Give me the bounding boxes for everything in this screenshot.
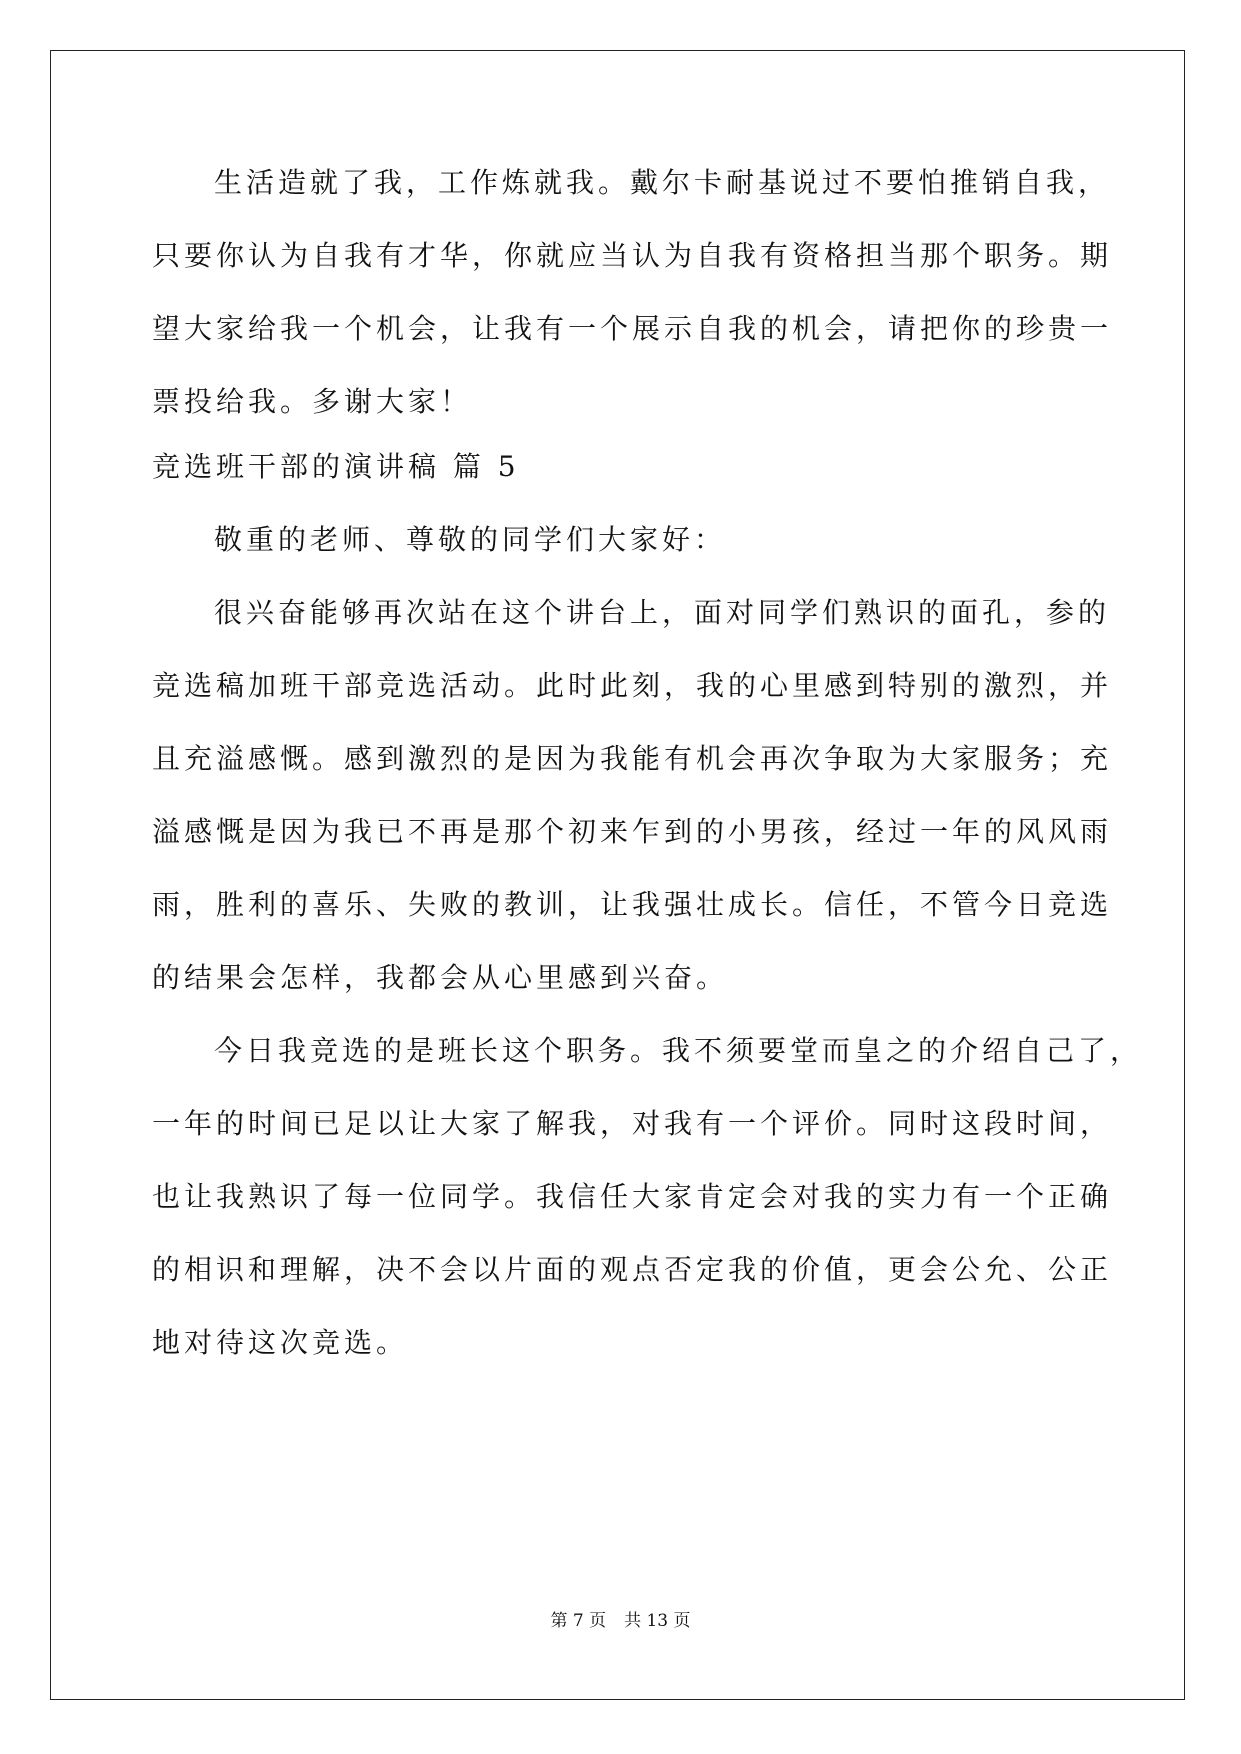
paragraph-2-line-4: 溢感慨是因为我已不再是那个初来乍到的小男孩，经过一年的风风雨: [152, 815, 1113, 848]
paragraph-2-line-3: 且充溢感慨。感到激烈的是因为我能有机会再次争取为大家服务；充: [152, 742, 1113, 775]
paragraph-2-line-1: 很兴奋能够再次站在这个讲台上，面对同学们熟识的面孔，参的: [214, 596, 1111, 629]
paragraph-3-line-5: 地对待这次竞选。: [152, 1326, 409, 1359]
page-number: 第 7 页: [550, 1611, 607, 1631]
page-border: [50, 50, 1185, 1700]
paragraph-3-line-2: 一年的时间已足以让大家了解我，对我有一个评价。同时这段时间，: [152, 1107, 1113, 1140]
paragraph-1-line-4: 票投给我。多谢大家！: [152, 385, 473, 418]
paragraph-1-line-3: 望大家给我一个机会，让我有一个展示自我的机会，请把你的珍贵一: [152, 312, 1113, 345]
page-total: 共 13 页: [624, 1611, 691, 1631]
paragraph-3-line-3: 也让我熟识了每一位同学。我信任大家肯定会对我的实力有一个正确: [152, 1180, 1113, 1213]
paragraph-1-line-1: 生活造就了我，工作炼就我。戴尔卡耐基说过不要怕推销自我，: [214, 166, 1111, 199]
page-footer: [0, 1609, 1241, 1633]
paragraph-3-line-4: 的相识和理解，决不会以片面的观点否定我的价值，更会公允、公正: [152, 1253, 1113, 1286]
paragraph-1-line-2: 只要你认为自我有才华，你就应当认为自我有资格担当那个职务。期: [152, 239, 1113, 272]
section-heading: 竞选班干部的演讲稿 篇 5: [152, 450, 520, 483]
salutation: 敬重的老师、尊敬的同学们大家好：: [214, 523, 727, 556]
paragraph-3-line-1: 今日我竞选的是班长这个职务。我不须要堂而皇之的介绍自己了，: [214, 1034, 1143, 1067]
paragraph-2-line-6: 的结果会怎样，我都会从心里感到兴奋。: [152, 961, 729, 994]
paragraph-2-line-2: 竞选稿加班干部竞选活动。此时此刻，我的心里感到特别的激烈，并: [152, 669, 1113, 702]
paragraph-2-line-5: 雨，胜利的喜乐、失败的教训，让我强壮成长。信任，不管今日竞选: [152, 888, 1113, 921]
